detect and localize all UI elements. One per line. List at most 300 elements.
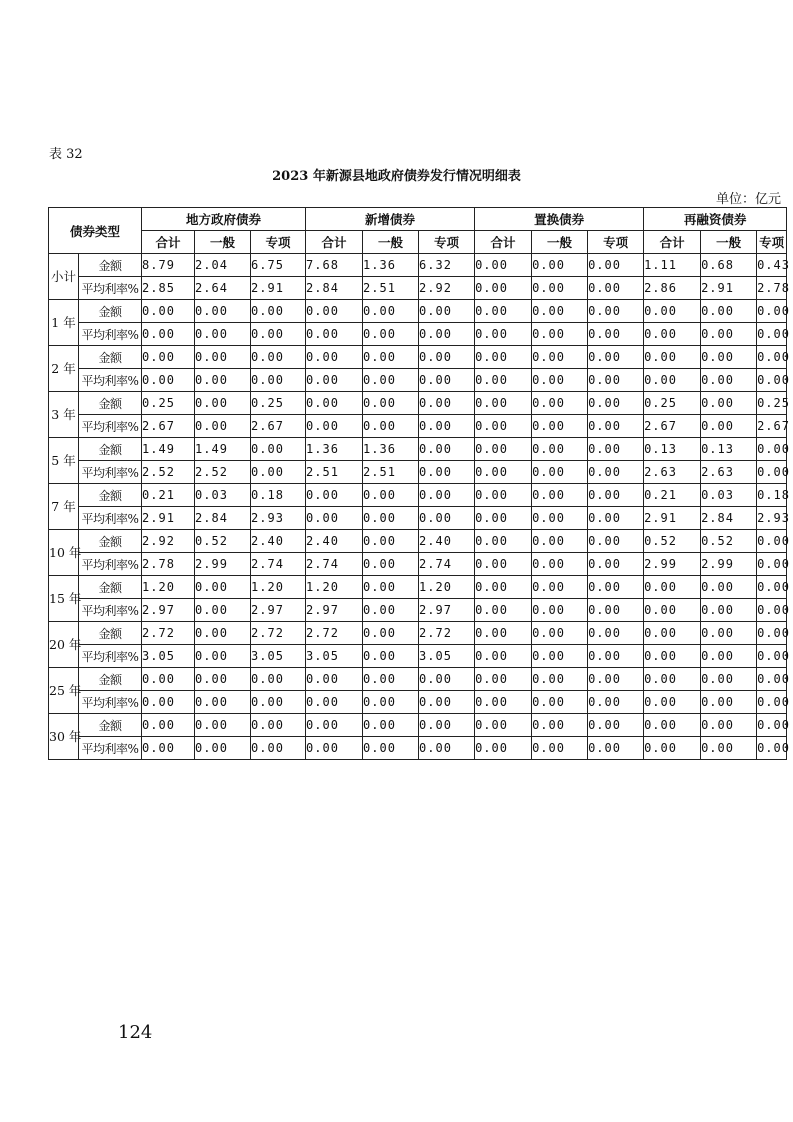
value-cell: 0.52 <box>195 530 251 553</box>
value-cell: 2.67 <box>644 415 701 438</box>
table-row <box>49 369 787 392</box>
value-cell: 0.00 <box>142 369 195 392</box>
value-cell: 0.52 <box>701 530 757 553</box>
value-cell: 2.72 <box>142 622 195 645</box>
value-cell: 2.78 <box>757 277 787 300</box>
metric-label: 金额 <box>79 622 142 645</box>
value-cell: 0.00 <box>195 415 251 438</box>
value-cell: 0.00 <box>532 484 588 507</box>
value-cell: 0.00 <box>142 668 195 691</box>
value-cell: 0.00 <box>532 254 588 277</box>
value-cell: 0.00 <box>588 369 644 392</box>
table-row <box>49 438 787 461</box>
value-cell: 0.00 <box>251 737 306 760</box>
value-cell: 2.67 <box>142 415 195 438</box>
value-cell: 0.00 <box>757 714 787 737</box>
metric-label: 金额 <box>79 392 142 415</box>
value-cell: 2.51 <box>363 277 419 300</box>
value-cell: 0.00 <box>142 323 195 346</box>
value-cell: 1.36 <box>363 254 419 277</box>
value-cell: 2.51 <box>306 461 363 484</box>
value-cell: 0.00 <box>363 323 419 346</box>
value-cell: 0.00 <box>419 323 475 346</box>
value-cell: 0.00 <box>757 576 787 599</box>
table-body <box>49 254 790 760</box>
value-cell: 0.00 <box>419 438 475 461</box>
value-cell: 0.00 <box>532 300 588 323</box>
value-cell: 0.00 <box>475 461 532 484</box>
value-cell: 0.00 <box>588 346 644 369</box>
value-cell: 0.00 <box>757 461 787 484</box>
value-cell: 0.00 <box>532 277 588 300</box>
row-group-label: 3 年 <box>49 392 79 438</box>
value-cell: 0.00 <box>757 530 787 553</box>
value-cell: 0.00 <box>588 323 644 346</box>
value-cell: 1.20 <box>306 576 363 599</box>
value-cell: 0.00 <box>644 300 701 323</box>
value-cell: 0.00 <box>701 737 757 760</box>
value-cell: 0.00 <box>251 300 306 323</box>
value-cell: 0.00 <box>532 737 588 760</box>
value-cell: 0.00 <box>701 369 757 392</box>
row-group-label: 15 年 <box>49 576 79 622</box>
value-cell: 2.92 <box>419 277 475 300</box>
sub-header-special: 专项 <box>419 231 475 254</box>
table-row <box>49 622 787 645</box>
value-cell: 0.68 <box>701 254 757 277</box>
metric-label: 金额 <box>79 668 142 691</box>
value-cell: 0.00 <box>195 691 251 714</box>
value-cell: 0.00 <box>757 599 787 622</box>
value-cell: 0.00 <box>195 323 251 346</box>
group-header-refinancing: 再融资债券 <box>644 208 787 231</box>
group-header-replacement: 置换债券 <box>475 208 644 231</box>
sub-header-special: 专项 <box>757 231 787 254</box>
value-cell: 0.52 <box>644 530 701 553</box>
value-cell: 0.00 <box>419 668 475 691</box>
value-cell: 0.00 <box>419 415 475 438</box>
value-cell: 0.00 <box>757 438 787 461</box>
table-row <box>49 392 787 415</box>
table-row <box>49 691 787 714</box>
bond-type-header: 债券类型 <box>49 208 142 254</box>
value-cell: 0.00 <box>475 346 532 369</box>
value-cell: 0.00 <box>419 300 475 323</box>
row-group-label: 1 年 <box>49 300 79 346</box>
header-row-sub <box>49 231 787 254</box>
metric-label: 金额 <box>79 346 142 369</box>
value-cell: 0.00 <box>419 507 475 530</box>
value-cell: 1.49 <box>195 438 251 461</box>
value-cell: 0.00 <box>419 346 475 369</box>
value-cell: 0.00 <box>475 323 532 346</box>
row-group-label: 30 年 <box>49 714 79 760</box>
value-cell: 0.00 <box>306 300 363 323</box>
value-cell: 1.36 <box>363 438 419 461</box>
value-cell: 0.00 <box>757 668 787 691</box>
value-cell: 0.00 <box>532 346 588 369</box>
value-cell: 0.00 <box>644 737 701 760</box>
value-cell: 0.00 <box>532 507 588 530</box>
metric-label: 平均利率% <box>79 553 142 576</box>
value-cell: 0.00 <box>532 691 588 714</box>
value-cell: 0.00 <box>195 369 251 392</box>
table-label: 表 32 <box>49 147 83 162</box>
value-cell: 0.00 <box>701 576 757 599</box>
table-row <box>49 737 787 760</box>
value-cell: 0.00 <box>588 438 644 461</box>
value-cell: 0.00 <box>306 507 363 530</box>
value-cell: 0.00 <box>195 737 251 760</box>
value-cell: 2.52 <box>195 461 251 484</box>
value-cell: 0.13 <box>644 438 701 461</box>
value-cell: 0.00 <box>588 507 644 530</box>
value-cell: 0.00 <box>532 530 588 553</box>
value-cell: 2.84 <box>195 507 251 530</box>
value-cell: 0.00 <box>532 622 588 645</box>
sub-header-general: 一般 <box>363 231 419 254</box>
value-cell: 1.49 <box>142 438 195 461</box>
value-cell: 0.00 <box>588 737 644 760</box>
table-row <box>49 254 787 277</box>
value-cell: 0.00 <box>532 323 588 346</box>
value-cell: 0.00 <box>363 737 419 760</box>
row-group-label: 25 年 <box>49 668 79 714</box>
value-cell: 0.00 <box>588 461 644 484</box>
value-cell: 0.00 <box>475 392 532 415</box>
value-cell: 0.00 <box>195 645 251 668</box>
row-group-label: 5 年 <box>49 438 79 484</box>
group-header-new: 新增债券 <box>306 208 475 231</box>
value-cell: 0.00 <box>195 346 251 369</box>
table-row <box>49 668 787 691</box>
value-cell: 0.00 <box>701 645 757 668</box>
sub-header-general: 一般 <box>195 231 251 254</box>
value-cell: 3.05 <box>142 645 195 668</box>
value-cell: 0.00 <box>475 415 532 438</box>
value-cell: 0.00 <box>701 668 757 691</box>
value-cell: 2.72 <box>419 622 475 645</box>
value-cell: 0.00 <box>195 668 251 691</box>
value-cell: 2.40 <box>251 530 306 553</box>
value-cell: 2.84 <box>306 277 363 300</box>
value-cell: 0.00 <box>644 323 701 346</box>
table-row <box>49 553 787 576</box>
value-cell: 2.97 <box>306 599 363 622</box>
group-header-local-gov: 地方政府债券 <box>142 208 306 231</box>
metric-label: 平均利率% <box>79 737 142 760</box>
value-cell: 0.00 <box>644 369 701 392</box>
page-number: 124 <box>118 1022 153 1043</box>
value-cell: 0.43 <box>757 254 787 277</box>
value-cell: 0.00 <box>251 323 306 346</box>
value-cell: 2.67 <box>757 415 787 438</box>
table-row <box>49 277 787 300</box>
value-cell: 2.91 <box>644 507 701 530</box>
value-cell: 0.03 <box>195 484 251 507</box>
value-cell: 0.00 <box>195 599 251 622</box>
value-cell: 7.68 <box>306 254 363 277</box>
value-cell: 2.72 <box>251 622 306 645</box>
sub-header-general: 一般 <box>532 231 588 254</box>
sub-header-total: 合计 <box>644 231 701 254</box>
sub-header-total: 合计 <box>142 231 195 254</box>
table-row <box>49 415 787 438</box>
value-cell: 0.13 <box>701 438 757 461</box>
table-row <box>49 484 787 507</box>
value-cell: 0.00 <box>475 484 532 507</box>
value-cell: 0.25 <box>757 392 787 415</box>
page-title: 2023 年新源县地政府债券发行情况明细表 <box>272 169 521 184</box>
value-cell: 0.00 <box>532 392 588 415</box>
value-cell: 0.18 <box>251 484 306 507</box>
value-cell: 0.00 <box>363 645 419 668</box>
value-cell: 0.00 <box>251 461 306 484</box>
value-cell: 0.00 <box>363 691 419 714</box>
value-cell: 0.00 <box>363 507 419 530</box>
metric-label: 平均利率% <box>79 277 142 300</box>
value-cell: 2.78 <box>142 553 195 576</box>
value-cell: 0.00 <box>757 553 787 576</box>
value-cell: 0.00 <box>363 576 419 599</box>
value-cell: 0.00 <box>142 714 195 737</box>
value-cell: 0.00 <box>701 346 757 369</box>
value-cell: 0.00 <box>588 254 644 277</box>
value-cell: 3.05 <box>306 645 363 668</box>
value-cell: 0.00 <box>588 691 644 714</box>
value-cell: 0.00 <box>701 392 757 415</box>
value-cell: 0.00 <box>475 277 532 300</box>
value-cell: 0.00 <box>363 714 419 737</box>
metric-label: 平均利率% <box>79 323 142 346</box>
value-cell: 2.99 <box>195 553 251 576</box>
value-cell: 0.21 <box>142 484 195 507</box>
value-cell: 0.00 <box>363 530 419 553</box>
value-cell: 0.00 <box>644 622 701 645</box>
metric-label: 金额 <box>79 254 142 277</box>
sub-header-total: 合计 <box>306 231 363 254</box>
value-cell: 1.20 <box>142 576 195 599</box>
value-cell: 0.00 <box>363 392 419 415</box>
table-row <box>49 461 787 484</box>
value-cell: 0.00 <box>306 484 363 507</box>
value-cell: 0.00 <box>475 553 532 576</box>
value-cell: 2.64 <box>195 277 251 300</box>
row-group-label: 20 年 <box>49 622 79 668</box>
value-cell: 0.00 <box>419 714 475 737</box>
table-row <box>49 300 787 323</box>
value-cell: 0.00 <box>532 576 588 599</box>
sub-header-general: 一般 <box>701 231 757 254</box>
value-cell: 1.20 <box>251 576 306 599</box>
metric-label: 平均利率% <box>79 645 142 668</box>
value-cell: 0.00 <box>588 668 644 691</box>
value-cell: 0.00 <box>757 300 787 323</box>
value-cell: 0.00 <box>532 668 588 691</box>
value-cell: 2.40 <box>306 530 363 553</box>
value-cell: 0.00 <box>419 691 475 714</box>
metric-label: 平均利率% <box>79 691 142 714</box>
value-cell: 0.00 <box>195 576 251 599</box>
value-cell: 0.00 <box>532 369 588 392</box>
value-cell: 0.00 <box>142 300 195 323</box>
value-cell: 0.00 <box>363 369 419 392</box>
value-cell: 0.00 <box>588 392 644 415</box>
value-cell: 2.93 <box>251 507 306 530</box>
metric-label: 金额 <box>79 438 142 461</box>
value-cell: 2.04 <box>195 254 251 277</box>
bond-issuance-table <box>48 207 790 760</box>
value-cell: 0.25 <box>644 392 701 415</box>
value-cell: 0.00 <box>251 438 306 461</box>
value-cell: 0.00 <box>475 645 532 668</box>
value-cell: 2.97 <box>419 599 475 622</box>
metric-label: 金额 <box>79 300 142 323</box>
table-row <box>49 530 787 553</box>
value-cell: 0.00 <box>588 645 644 668</box>
value-cell: 0.00 <box>475 714 532 737</box>
row-group-label: 10 年 <box>49 530 79 576</box>
value-cell: 0.25 <box>251 392 306 415</box>
value-cell: 0.00 <box>757 323 787 346</box>
value-cell: 0.00 <box>142 737 195 760</box>
value-cell: 0.00 <box>588 714 644 737</box>
value-cell: 0.00 <box>644 346 701 369</box>
metric-label: 平均利率% <box>79 369 142 392</box>
value-cell: 0.00 <box>701 714 757 737</box>
value-cell: 0.00 <box>588 622 644 645</box>
value-cell: 0.00 <box>195 622 251 645</box>
value-cell: 0.00 <box>588 277 644 300</box>
value-cell: 2.40 <box>419 530 475 553</box>
value-cell: 0.00 <box>588 576 644 599</box>
value-cell: 0.00 <box>588 599 644 622</box>
value-cell: 0.00 <box>588 530 644 553</box>
value-cell: 0.00 <box>644 668 701 691</box>
value-cell: 0.00 <box>475 438 532 461</box>
value-cell: 0.00 <box>532 599 588 622</box>
value-cell: 0.00 <box>588 415 644 438</box>
value-cell: 0.00 <box>419 369 475 392</box>
sub-header-special: 专项 <box>251 231 306 254</box>
value-cell: 2.72 <box>306 622 363 645</box>
value-cell: 0.00 <box>475 622 532 645</box>
value-cell: 0.00 <box>363 599 419 622</box>
value-cell: 0.00 <box>475 300 532 323</box>
value-cell: 0.00 <box>757 645 787 668</box>
value-cell: 2.74 <box>419 553 475 576</box>
value-cell: 0.00 <box>475 737 532 760</box>
value-cell: 1.11 <box>644 254 701 277</box>
value-cell: 0.00 <box>251 668 306 691</box>
value-cell: 0.25 <box>142 392 195 415</box>
value-cell: 0.00 <box>251 714 306 737</box>
value-cell: 0.00 <box>142 691 195 714</box>
value-cell: 0.00 <box>363 300 419 323</box>
value-cell: 2.63 <box>644 461 701 484</box>
value-cell: 2.52 <box>142 461 195 484</box>
value-cell: 2.93 <box>757 507 787 530</box>
value-cell: 2.67 <box>251 415 306 438</box>
value-cell: 0.00 <box>306 415 363 438</box>
header-row-groups <box>49 208 787 231</box>
row-group-label: 7 年 <box>49 484 79 530</box>
value-cell: 0.00 <box>701 323 757 346</box>
value-cell: 0.00 <box>532 461 588 484</box>
value-cell: 2.91 <box>251 277 306 300</box>
value-cell: 2.99 <box>701 553 757 576</box>
value-cell: 2.85 <box>142 277 195 300</box>
value-cell: 0.00 <box>588 300 644 323</box>
value-cell: 0.00 <box>419 461 475 484</box>
value-cell: 0.00 <box>251 346 306 369</box>
value-cell: 2.92 <box>142 530 195 553</box>
value-cell: 0.00 <box>363 668 419 691</box>
value-cell: 0.00 <box>532 645 588 668</box>
metric-label: 金额 <box>79 576 142 599</box>
metric-label: 金额 <box>79 714 142 737</box>
value-cell: 0.00 <box>701 599 757 622</box>
value-cell: 0.00 <box>532 415 588 438</box>
value-cell: 0.00 <box>306 392 363 415</box>
value-cell: 0.00 <box>306 714 363 737</box>
value-cell: 2.51 <box>363 461 419 484</box>
value-cell: 0.03 <box>701 484 757 507</box>
metric-label: 金额 <box>79 484 142 507</box>
sub-header-total: 合计 <box>475 231 532 254</box>
value-cell: 0.00 <box>195 392 251 415</box>
value-cell: 0.00 <box>757 691 787 714</box>
value-cell: 0.00 <box>644 691 701 714</box>
table-row <box>49 645 787 668</box>
value-cell: 3.05 <box>419 645 475 668</box>
value-cell: 2.97 <box>142 599 195 622</box>
value-cell: 0.00 <box>363 622 419 645</box>
table-row <box>49 346 787 369</box>
value-cell: 0.00 <box>419 484 475 507</box>
table-row <box>49 576 787 599</box>
row-group-label: 小计 <box>49 254 79 300</box>
value-cell: 2.63 <box>701 461 757 484</box>
table-row <box>49 323 787 346</box>
metric-label: 平均利率% <box>79 461 142 484</box>
value-cell: 0.00 <box>142 346 195 369</box>
value-cell: 2.84 <box>701 507 757 530</box>
value-cell: 2.86 <box>644 277 701 300</box>
value-cell: 0.00 <box>532 438 588 461</box>
value-cell: 0.00 <box>644 645 701 668</box>
value-cell: 0.00 <box>701 415 757 438</box>
value-cell: 0.18 <box>757 484 787 507</box>
value-cell: 3.05 <box>251 645 306 668</box>
value-cell: 2.97 <box>251 599 306 622</box>
value-cell: 0.00 <box>644 714 701 737</box>
metric-label: 金额 <box>79 530 142 553</box>
value-cell: 0.00 <box>588 484 644 507</box>
value-cell: 0.00 <box>475 599 532 622</box>
value-cell: 0.00 <box>701 300 757 323</box>
value-cell: 2.74 <box>306 553 363 576</box>
value-cell: 0.00 <box>532 553 588 576</box>
value-cell: 0.00 <box>644 599 701 622</box>
value-cell: 0.00 <box>363 553 419 576</box>
table-row <box>49 599 787 622</box>
value-cell: 0.00 <box>363 484 419 507</box>
value-cell: 2.99 <box>644 553 701 576</box>
value-cell: 0.00 <box>475 576 532 599</box>
value-cell: 2.91 <box>701 277 757 300</box>
value-cell: 0.00 <box>306 691 363 714</box>
